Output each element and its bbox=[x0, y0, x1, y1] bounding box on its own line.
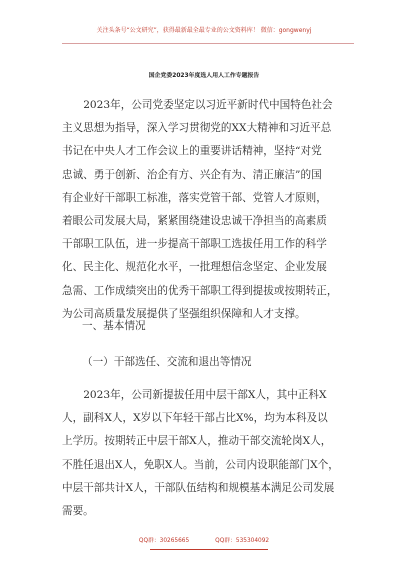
section-line: 人，副科X人，X岁以下年轻干部占比X%，均为本科及以 bbox=[62, 412, 328, 425]
intro-line: 主义思想为指导，深入学习贯彻党的XX大精神和习近平总 bbox=[62, 122, 332, 135]
section-paragraph bbox=[62, 384, 354, 523]
intro-line: 忠诚、勇于创新、治企有方、兴企有为、清正廉洁”的国 bbox=[62, 168, 322, 181]
section-line: 不胜任退出X人，免职X人。当前，公司内设职能部门X个， bbox=[62, 458, 339, 471]
intro-line: 急需、工作成绩突出的优秀干部职工得到提拔或按期转正， bbox=[62, 284, 338, 297]
section-heading: 一、基本情况 bbox=[82, 320, 146, 332]
section-line: 2023年，公司新提拔任用中层干部X人，其中正科X bbox=[83, 389, 327, 401]
document-title: 国企党委2023年度选人用人工作专题报告 bbox=[148, 73, 260, 79]
section-line: 需要。 bbox=[62, 505, 94, 518]
header-banner: 关注头条号“公文研究”，获得最新最全最专业的公文资料库！ 微信：gongwenyj bbox=[96, 27, 312, 34]
intro-line: 有企业好干部职工标准，落实党管干部、党管人才原则， bbox=[62, 191, 327, 204]
qq-group-right: QQ群：535304092 bbox=[215, 538, 270, 544]
header-divider bbox=[62, 43, 354, 44]
intro-line: 化、民主化、规范化水平，一批理想信念坚定、企业发展 bbox=[62, 261, 327, 274]
subsection-heading: （一）干部选任、交流和退出等情况 bbox=[82, 356, 252, 368]
qq-group-left: QQ群：30265665 bbox=[138, 538, 190, 544]
intro-line: 2023年，公司党委坚定以习近平新时代中国特色社会 bbox=[83, 99, 333, 111]
section-line: 中层干部共计X人，干部队伍结构和规模基本满足公司发展 bbox=[62, 481, 335, 494]
footer-underline bbox=[150, 549, 268, 550]
intro-line: 着眼公司发展大局，紧紧围绕建设忠诚干净担当的高素质 bbox=[62, 215, 327, 228]
intro-line: 干部职工队伍，进一步提高干部职工选拔任用工作的科学 bbox=[62, 238, 327, 251]
intro-line: 为公司高质量发展提供了坚强组织保障和人才支撑。 bbox=[62, 307, 306, 320]
intro-line: 书记在中央人才工作会议上的重要讲话精神，坚持“对党 bbox=[62, 145, 322, 158]
intro-paragraph bbox=[62, 94, 354, 326]
footer-contact bbox=[0, 535, 408, 544]
section-line: 上学历。按期转正中层干部X人，推动干部交流轮岗X人， bbox=[62, 435, 332, 448]
